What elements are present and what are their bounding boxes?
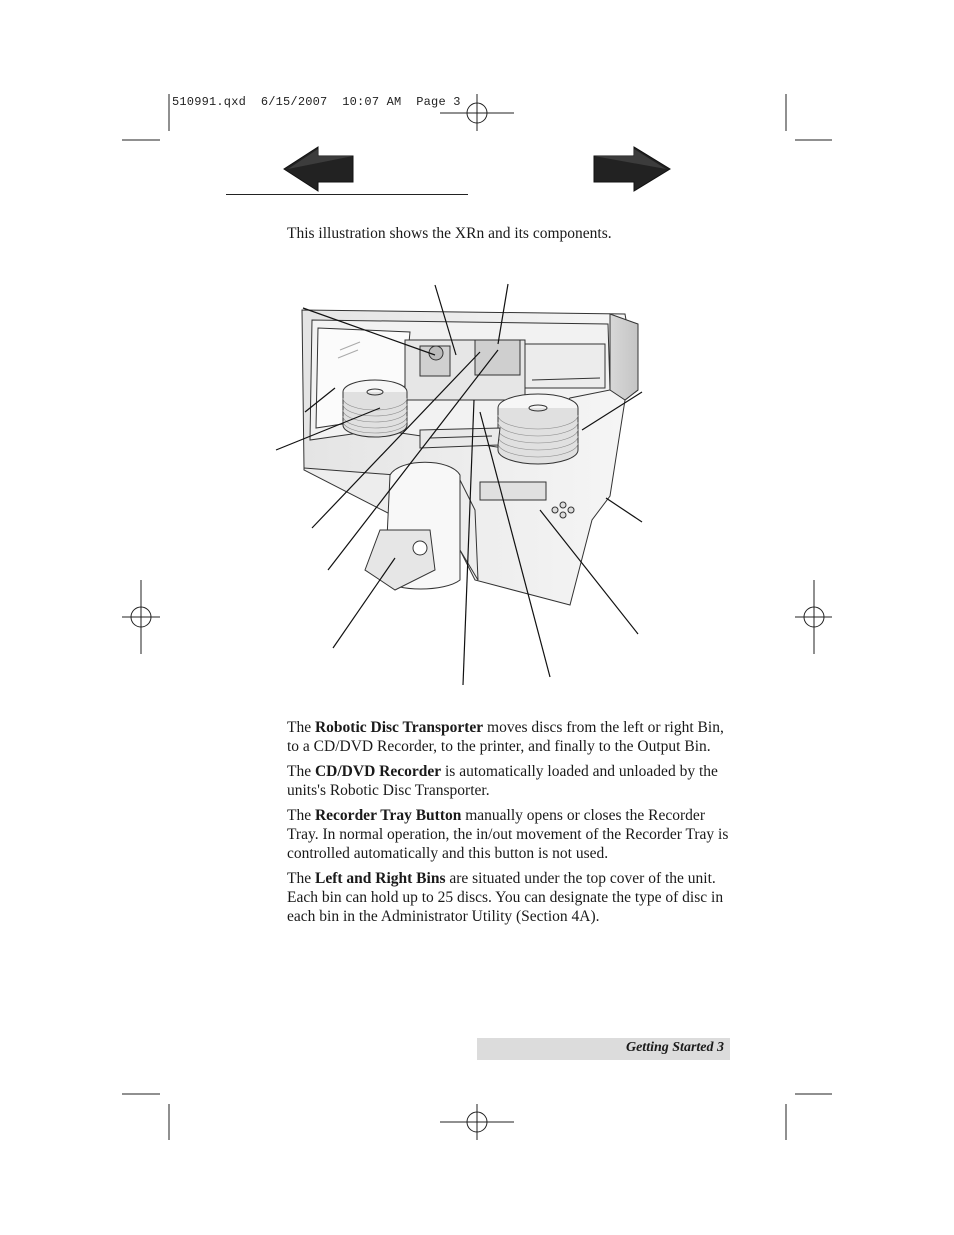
next-page-button[interactable]: [592, 146, 672, 192]
disc-publisher-illustration: [270, 280, 650, 690]
header-rule: [226, 194, 468, 195]
paragraph-cd-dvd-recorder: The CD/DVD Recorder is automatically loaded and unloaded by the units's Robotic Disc Transporter.: [287, 763, 718, 799]
paragraph-left-and-right-bins: The Left and Right Bins are situated under the top cover of the unit. Each bin can hold up to 25 discs. You can designate the type of disc in each bin in the Administrator Utility (Section 4A).: [287, 870, 724, 925]
intro-text: This illustration shows the XRn and its components.: [287, 225, 612, 242]
registration-mark-right: [795, 580, 832, 654]
left-arrow-icon: [284, 147, 353, 191]
previous-page-button[interactable]: [282, 146, 356, 192]
registration-mark-bottom: [440, 1104, 514, 1140]
file-slug: 510991.qxd 6/15/2007 10:07 AM Page 3: [172, 95, 461, 109]
right-arrow-icon: [594, 147, 670, 191]
paragraph-recorder-tray-button: The Recorder Tray Button manually opens or closes the Recorder Tray. In normal operation, the in/out movement of the Recorder Tray is controlled automatically and this button is not used.: [287, 807, 729, 862]
footer-page-label: Getting Started 3: [625, 1040, 724, 1055]
body-text: [287, 718, 732, 932]
registration-mark-left: [122, 580, 160, 654]
footer-band: [477, 1038, 730, 1060]
paragraph-robotic-disc-transporter: The Robotic Disc Transporter moves discs from the left or right Bin, to a CD/DVD Recorder, to the printer, and finally to the Output Bin.: [287, 719, 724, 755]
